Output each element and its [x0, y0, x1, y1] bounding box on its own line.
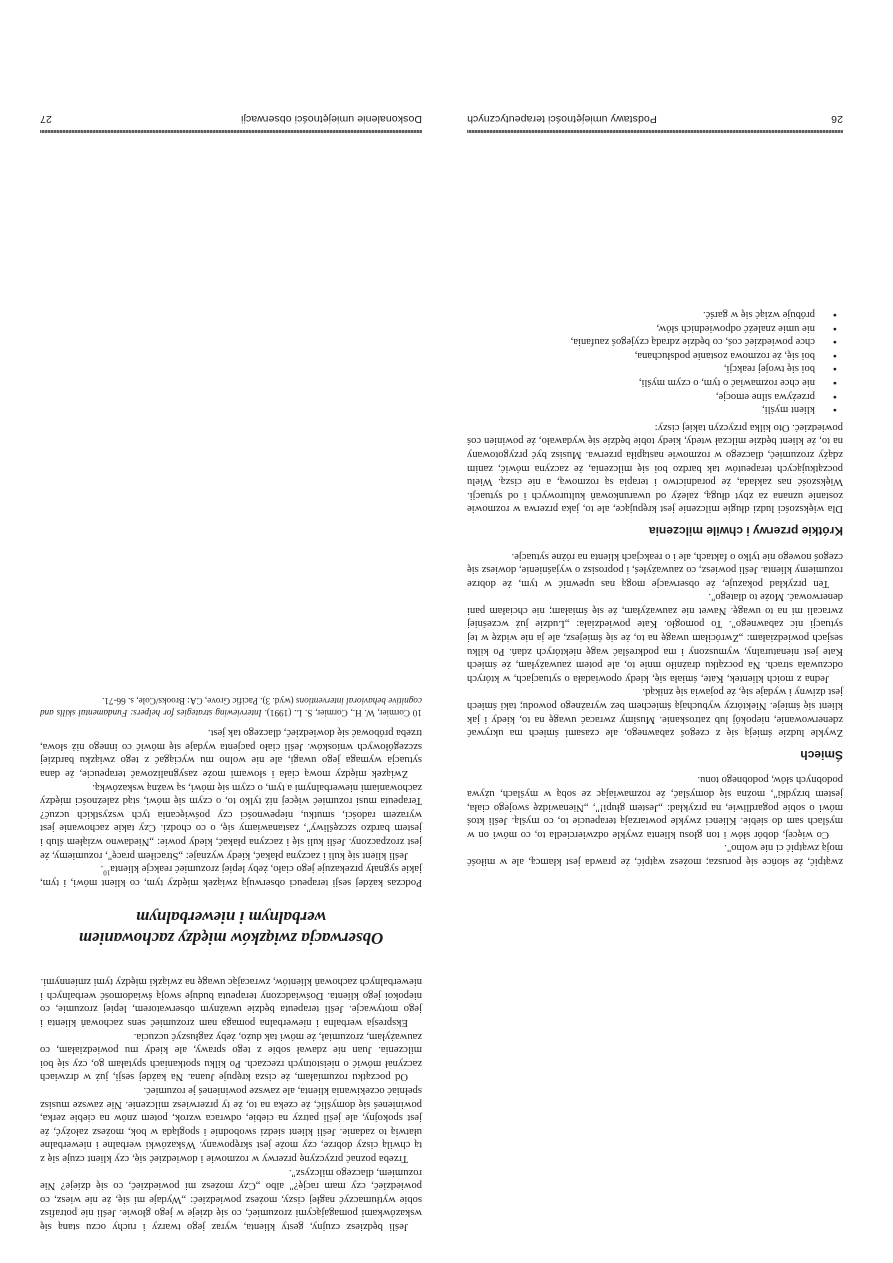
list-item: • nie umie znaleźć odpowiednich słów,: [467, 321, 825, 335]
left-running-head: [467, 110, 843, 128]
paragraph: Jeśli będziesz czujny, gesty klienta, wyraz jego twarzy i ruchy oczu staną się wskazówkami pomagającymi zrozumieć, co się dzieje w jego głowie. Jeśli nie potrafisz sobie wytłumaczyć nagłej ciszy, możesz powiedzieć: „Wydaje mi się, że nie wiesz, co powiedzieć, czy mam rację?" albo „Czy możesz mi powiedzieć, co się dzieje? Nie rozumiem, dlaczego milczysz".: [40, 1166, 422, 1232]
paragraph: Jedna z moich klientek, Kate, śmiała się, kiedy opowiadała o sytuacjach, w których odczuwała strach. Na początku drażniło mnie to, ale potem zauważyłam, że śmiech Kate jest nienaturalny, wymuszony i ma podkreślać wagę niektórych zdań. Po kilku sesjach powiedziałam: „Zwróciłam uwagę na to, że się śmiejesz, ale ja nie widzę w tej sytuacji nic zabawnego". To pomogło. Kate powiedziała: „Ludzie już wcześniej zwracali mi na to uwagę. Nawet nie zauważyłam, że się śmiałam; nie chciałam pani denerwować. Może to dlatego".: [467, 591, 843, 684]
section-heading-pauses: Krótkie przerwy i chwile milczenia: [648, 523, 843, 538]
left-page: [447, 0, 893, 1263]
footnote-author: Cormier, W. H., Cormier, S. L. (1991).: [261, 707, 410, 718]
footnote-reference: 10: [103, 868, 111, 877]
chapter-heading: Obserwacja związków między zachowaniem werbalnym i niewerbalnym: [78, 907, 384, 948]
footnote-publisher: (wyd. 3). Pacific Grove, CA: Brooks/Cole, s. 66-71.: [102, 696, 296, 706]
list-item: • boi się, że rozmowa zostanie podsłuchana,: [467, 348, 825, 362]
list-item: • klient myśli,: [467, 403, 825, 417]
right-page-number: 27: [40, 113, 52, 125]
paragraph: Co więcej, dobór słów i ton głosu klienta zwykle odzwierciedla to, co mówi on w myślach sam do siebie. Klienci zwykle powtarzają terapeucie to, co myślą. Jeśli ktoś mówi o sobie pogardliwie, na przykład: „Jestem głupi!", „Nienawidzę swojego ciała, jestem brzydki", można się domyślać, że rozmawiając ze sobą w myślach, używa podobnych słów, podobnego tonu.: [467, 774, 843, 840]
paragraph: Zwykle ludzie śmieją się z czegoś zabawnego, ale czasami śmiech ma ukrywać zdenerwowanie, niepokój lub zatroskanie. Musimy zwracać uwagę na to, kiedy i jak klient się śmieje. Niektórzy wybuchają śmiechem bez wyraźnego powodu; taki śmiech jest dziwny i wydaje się, że pojawia się znikąd.: [467, 686, 843, 739]
paragraph-text: Podczas każdej sesji terapeuci obserwują związek między tym, co klient mówi, i tym, jakie sygnały przekazuje jego ciało, żeby lepiej zrozumieć reakcje klienta: [40, 863, 422, 888]
list-item: • nie chce rozmawiać o tym, o czym myśli,: [467, 375, 825, 389]
paragraph: Od początku rozumiałam, że cisza krępuje Juana. Na każdej sesji, już w drzwiach zaczynał mówić o nieistotnych rzeczach. Po kilku spotkaniach spytałam go, czy się boi milczenia. Juan nie zdawał sobie z tego sprawy, ale kiedy mu powiedziałam, co zauważyłam, zrozumiał, że mówi tak dużo, żeby zagłuszyć uczucia.: [40, 1030, 422, 1083]
right-text-block: [40, 150, 422, 1233]
right-page: [0, 0, 446, 1263]
left-header-rule: [467, 130, 843, 133]
footnote-number: 10: [412, 707, 422, 718]
list-item: • boi się twojej reakcji,: [467, 362, 825, 376]
left-running-title: Podstawy umiejętności terapeutycznych: [467, 113, 657, 125]
paragraph: Podczas każdej sesji terapeuci obserwują związek między tym, co klient mówi, i tym, jakie sygnały przekazuje jego ciało, żeby lepiej zrozumieć reakcje klienta$^{10}$.: [40, 863, 422, 888]
left-text-block: [467, 150, 843, 868]
paragraph: zwątpić, że słońce się porusza; możesz wątpić, że prawda jest kłamcą, ale w miłość moją zwątpić ci nie wolno".: [467, 842, 843, 867]
reasons-list: [467, 307, 843, 416]
list-item: • próbuje wziąć się w garść.: [467, 307, 825, 321]
list-item: • przeżywa silne emocje,: [467, 389, 825, 403]
footnote-title: Interviewing strategies for helpers: Fundamental skills and cognitive behavioral interventions: [39, 696, 422, 718]
right-header-rule: [40, 130, 422, 133]
paragraph: Ten przykład pokazuje, że obserwacje mogą nas upewnić w tym, że dobrze rozumiemy klienta. Jeśli powiesz, co zauważyłeś, i poprosisz o wyjaśnienie, dowiesz się czegoś nowego nie tylko o faktach, ale i o reakcjach klienta na różne sytuacje.: [467, 550, 843, 589]
list-item: • chce powiedzieć coś, co będzie zdradą czyjegoś zaufania,: [467, 335, 825, 349]
paragraph: Dla większości ludzi długie milczenie jest krępujące, ale to, jaka przerwa w rozmowie zostanie uznana za zbyt długą, zależy od uwarunkowań kulturowych i od sytuacji. Większość nas zakłada, że poradnictwo i terapia są rozmową, a nie ciszą. Wielu początkujących terapeutów tak bardzo boi się milczenia, że zaczyna mówić, zanim zdąży zrozumieć, dlaczego w rozmowie nastąpiła przerwa. Musisz być przygotowany na to, że klient będzie milczał wtedy, kiedy tobie będzie się wydawało, że powinien coś powiedzieć. Oto kilka przyczyn takiej ciszy:: [467, 421, 843, 515]
right-running-head: [40, 110, 422, 128]
paragraph: Trzeba poznać przyczynę przerwy w rozmowie i dowiedzieć się, czy klient czuje się z tą chwilą ciszy dobrze, czy może jest skrępowany. Wskazówki werbalne i niewerbalne ułatwią to zadanie. Jeśli klient siedzi swobodnie i spogląda w bok, możesz założyć, że jest spokojny, ale jeśli patrzy na ciebie, odwraca wzrok, potem znów na ciebie zerka, powinieneś się domyślić, że czeka na to, że ty przerwiesz milczenie. Nie zawsze musisz spełniać oczekiwania klienta, ale zawsze powinieneś je rozumieć.: [40, 1085, 422, 1165]
left-page-number: 26: [831, 113, 843, 125]
paragraph: Jeśli klient się kuli i zaczyna płakać, kiedy wyznaje: „Straciłem pracę", rozumiemy, że jest zrozpaczony. Jeśli kuli się i zaczyna płakać, kiedy powie: „Niedawno wziąłem ślub i jestem bardzo szczęśliwy", zastanawiamy się, o co chodzi. Czy takie zachowanie jest wyrazem radości, smutku, niepewności czy poświęcania tych wszystkich uczuć? Terapeuta musi rozumieć więcej niż tylko to, o czym się mówi, stąd zależności między zachowaniami niewerbalnymi a tym, o czym się mówi, są ważną wskazówką.: [40, 781, 422, 861]
footnote: [40, 694, 422, 717]
paragraph: Ekspresja werbalna i niewerbalna pomaga nam zrozumieć sens zachowań klienta i jego motywacje. Jeśli terapeuta będzie uważnym obserwatorem, lepiej zrozumie, co niepokoi jego klienta. Doświadczony terapeuta buduje swoją świadomość werbalnych i niewerbalnych zachowań klientów, zwracając uwagę na związki między tymi zmiennymi.: [40, 976, 422, 1029]
right-running-title: Doskonalenie umiejętności obserwacji: [240, 113, 422, 125]
paragraph: Związek między mową ciała i słowami może zasygnalizować terapeucie, że dana sytuacja wymaga jego uwagi, ale nie wolno mu wyciągać z tego związku bardziej szczegółowych wniosków. Jeśli ciało pacjenta wydaje się mówić co innego niż słowa, trzeba próbować się dowiedzieć, dlaczego tak jest.: [40, 727, 422, 779]
section-heading-laughter: Śmiech: [800, 747, 843, 762]
